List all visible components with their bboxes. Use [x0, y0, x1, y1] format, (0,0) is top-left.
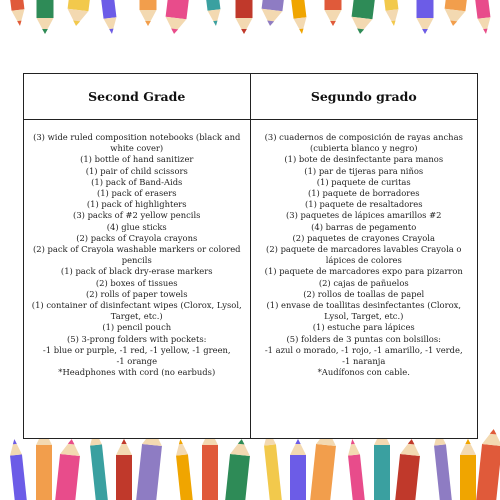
pencil-icon	[417, 0, 434, 34]
supply-item: (1) pack of erasers	[96, 188, 177, 199]
supply-item: (1) paquete de marcadores expo para pizarron	[264, 266, 463, 277]
supply-item: *Audífonos con cable.	[317, 367, 410, 378]
pencil-icon	[52, 438, 82, 500]
pencil-icon	[470, 0, 492, 35]
supply-item: (2) boxes of tissues	[95, 277, 178, 288]
spanish-column	[251, 74, 478, 438]
pencil-icon	[37, 0, 54, 34]
supply-item: (1) pack of black dry-erase markers	[60, 266, 213, 277]
pencil-icon	[96, 0, 118, 35]
supply-item: (1) paquete de curitas	[316, 176, 411, 187]
pencil-icon	[236, 0, 253, 34]
supply-item: (2) packs of Crayola crayons	[76, 232, 198, 243]
pencil-icon	[392, 438, 422, 500]
supply-item: (4) barras de pegamento	[311, 221, 417, 232]
pencil-icon	[432, 428, 454, 500]
pencil-icon	[66, 0, 96, 27]
supply-item: (3) packs of #2 yellow pencils	[73, 210, 201, 221]
supply-item: (1) pair of child scissors	[85, 165, 188, 176]
supply-item: (2) rolls of paper towels	[85, 288, 188, 299]
supply-list-table	[23, 73, 478, 439]
supply-item: (4) glue sticks	[106, 221, 167, 232]
supply-item: (1) bote de desinfectante para manos	[284, 154, 444, 165]
spanish-heading: Segundo grado	[251, 74, 478, 120]
pencil-icon	[88, 428, 110, 500]
supply-item: (2) pack of Crayola washable markers or colored pencils	[32, 244, 241, 266]
pencil-icon	[374, 429, 390, 500]
pencil-icon	[262, 428, 284, 500]
supply-item: (2) paquete de marcadores lavables Crayola o lápices de colores	[266, 244, 462, 266]
supply-item: (3) paquetes de lápices amarillos #2	[286, 210, 442, 221]
pencil-icon	[286, 0, 308, 35]
supply-item: (5) 3-prong folders with pockets:	[67, 333, 207, 344]
supply-item: (1) envase de toallitas desinfectantes (Clorox, Lysol, Target, etc.)	[266, 300, 462, 322]
pencil-icon	[116, 439, 132, 500]
english-supply-list	[24, 120, 250, 378]
pencil-icon	[325, 0, 342, 26]
supply-item: (3) wide ruled composition notebooks (black and white cover)	[33, 132, 241, 154]
pencil-icon	[260, 0, 290, 27]
english-column	[24, 74, 251, 438]
supply-item: *Headphones with cord (no earbuds)	[58, 367, 216, 378]
supply-item: (2) cajas de pañuelos	[318, 277, 409, 288]
supply-item: -1 azul o morado, -1 rojo, -1 amarillo, -1 verde,	[264, 344, 463, 355]
supply-item: (5) folders de 3 puntas con bolsillos:	[286, 333, 441, 344]
supply-item: (1) pack of highlighters	[86, 199, 187, 210]
supply-item: (1) estuche para lápices	[312, 322, 415, 333]
pencil-icon	[36, 429, 52, 500]
supply-item: (1) paquete de resaltadores	[304, 199, 423, 210]
pencil-icon	[350, 0, 380, 35]
pencil-icon	[222, 438, 252, 500]
supply-item: (1) par de tijeras para niños	[304, 165, 424, 176]
supply-item: (1) pack of Band-Aids	[91, 176, 183, 187]
supply-item: (3) cuadernos de composición de rayas anchas (cubierta blanco y negro)	[264, 132, 463, 154]
pencil-icon	[290, 439, 306, 500]
supply-item: (2) rollos de toallas de papel	[303, 288, 425, 299]
pencil-icon	[443, 0, 473, 27]
supply-item: (2) paquetes de crayones Crayola	[292, 232, 435, 243]
pencil-icon	[174, 438, 196, 500]
english-heading: Second Grade	[24, 74, 250, 120]
pencil-icon	[460, 439, 476, 500]
pencil-icon	[378, 0, 400, 27]
supply-item: (1) paquete de borradores	[307, 188, 420, 199]
pencil-icon	[346, 438, 368, 500]
pencil-icon	[202, 429, 218, 500]
pencil-icon	[140, 0, 157, 26]
supply-item: (1) bottle of hand sanitizer	[80, 154, 194, 165]
pencil-icon	[8, 438, 30, 500]
pencil-icon	[164, 0, 194, 35]
pencil-icon	[4, 0, 26, 27]
supply-item: -1 naranja	[342, 356, 386, 367]
supply-item: -1 orange	[116, 356, 158, 367]
spanish-supply-list	[251, 120, 478, 378]
supply-item: (1) container of disinfectant wipes (Clorox, Lysol, Target, etc.)	[31, 300, 242, 322]
supply-item: (1) pencil pouch	[102, 322, 172, 333]
supply-item: -1 blue or purple, -1 red, -1 yellow, -1 green,	[42, 344, 231, 355]
pencil-icon	[200, 0, 222, 27]
